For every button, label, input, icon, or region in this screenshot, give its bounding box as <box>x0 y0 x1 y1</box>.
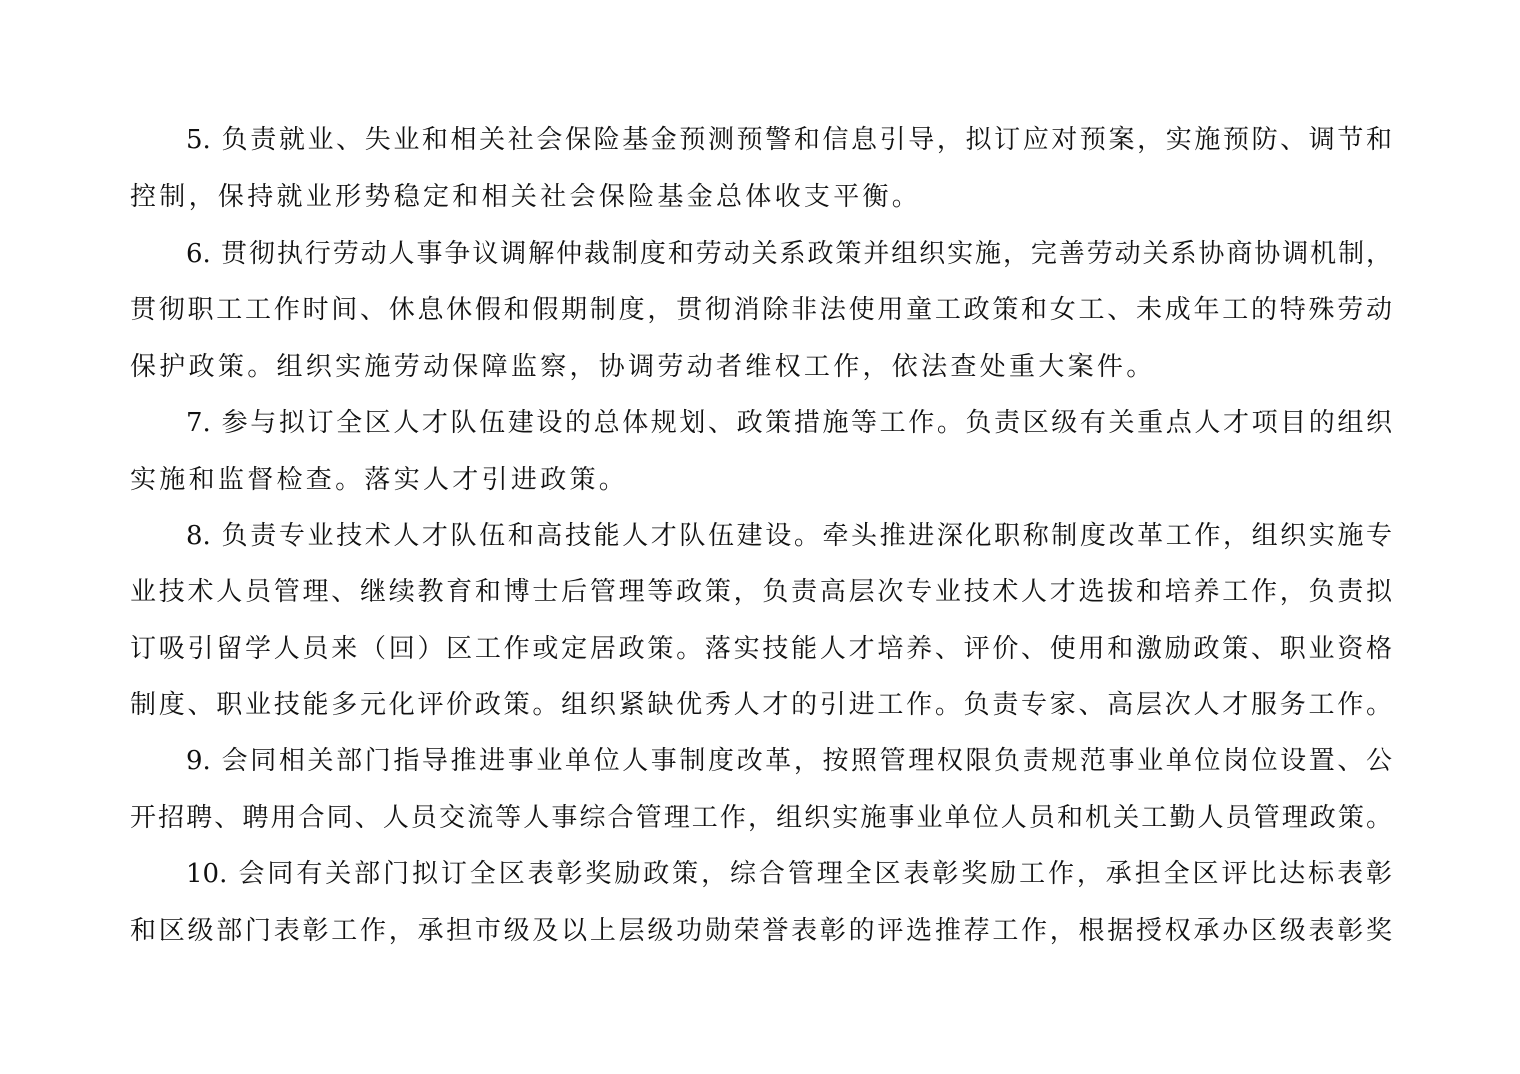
paragraph-line: 和区级部门表彰工作，承担市级及以上层级功勋荣誉表彰的评选推荐工作，根据授权承办区级表彰奖 <box>130 916 1392 946</box>
paragraph-line: 订吸引留学人员来（回）区工作或定居政策。落实技能人才培养、评价、使用和激励政策、职业资格 <box>130 634 1392 664</box>
paragraph-line: 6. 贯彻执行劳动人事争议调解仲裁制度和劳动关系政策并组织实施，完善劳动关系协商协调机制， <box>186 239 1392 269</box>
paragraph-line: 保护政策。组织实施劳动保障监察，协调劳动者维权工作，依法查处重大案件。 <box>130 352 1156 382</box>
paragraph-line: 7. 参与拟订全区人才队伍建设的总体规划、政策措施等工作。负责区级有关重点人才项目的组织 <box>186 408 1392 438</box>
paragraph-line: 开招聘、聘用合同、人员交流等人事综合管理工作，组织实施事业单位人员和机关工勤人员管理政策。 <box>130 803 1392 833</box>
paragraph-line: 制度、职业技能多元化评价政策。组织紧缺优秀人才的引进工作。负责专家、高层次人才服务工作。 <box>130 690 1392 720</box>
paragraph-line: 业技术人员管理、继续教育和博士后管理等政策，负责高层次专业技术人才选拔和培养工作，负责拟 <box>130 577 1392 607</box>
paragraph-line: 实施和监督检查。落实人才引进政策。 <box>130 465 629 495</box>
paragraph-line: 10. 会同有关部门拟订全区表彰奖励政策，综合管理全区表彰奖励工作，承担全区评比达标表彰 <box>186 859 1392 889</box>
paragraph-line: 控制，保持就业形势稳定和相关社会保险基金总体收支平衡。 <box>130 182 922 212</box>
paragraph-line: 8. 负责专业技术人才队伍和高技能人才队伍建设。牵头推进深化职称制度改革工作，组织实施专 <box>186 521 1392 551</box>
paragraph-line: 9. 会同相关部门指导推进事业单位人事制度改革，按照管理权限负责规范事业单位岗位设置、公 <box>186 746 1392 776</box>
paragraph-line: 贯彻职工工作时间、休息休假和假期制度，贯彻消除非法使用童工政策和女工、未成年工的特殊劳动 <box>130 295 1392 325</box>
paragraph-line: 5. 负责就业、失业和相关社会保险基金预测预警和信息引导，拟订应对预案，实施预防、调节和 <box>186 125 1392 155</box>
